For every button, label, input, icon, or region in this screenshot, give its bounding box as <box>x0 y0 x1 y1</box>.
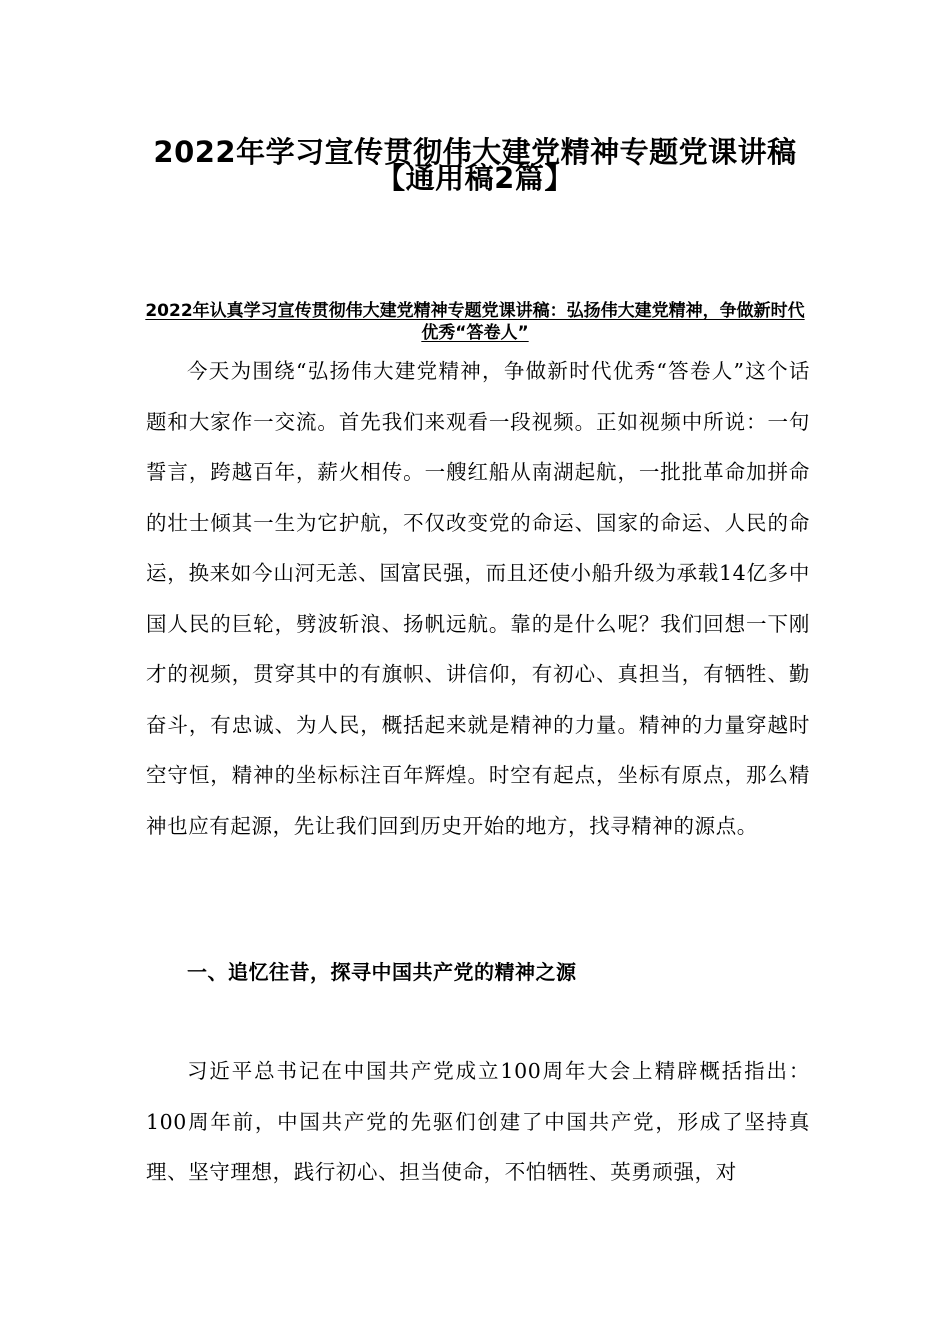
document-title-line2: 【通用稿2篇】 <box>376 161 574 195</box>
body-paragraph-intro: 今天为围绕“弘扬伟大建党精神，争做新时代优秀“答卷人”这个话题和大家作一交流。首先我们来观看一段视频。正如视频中所说：一句誓言，跨越百年，薪火相传。一艘红船从南湖起航，一批批革命加拼命的壮士倾其一生为它护航，不仅改变党的命运、国家的命运、人民的命运，换来如今山河无恙、国富民强，而且还使小船升级为承载14亿多中国人民的巨轮，劈波斩浪、扬帆远航。靠的是什么呢？我们回想一下刚才的视频，贯穿其中的有旗帜、讲信仰，有初心、真担当，有牺牲、勤奋斗，有忠诚、为人民，概括起来就是精神的力量。精神的力量穿越时空守恒，精神的坐标标注百年辉煌。时空有起点，坐标有原点，那么精神也应有起源，先让我们回到历史开始的地方，找寻精神的源点。 <box>146 359 810 838</box>
article-subtitle <box>140 300 810 344</box>
body-paragraph-section1: 习近平总书记在中国共产党成立100周年大会上精辟概括指出：100周年前，中国共产党的先驱们创建了中国共产党，形成了坚持真理、坚守理想，践行初心、担当使命，不怕牺牲、英勇顽强，对 <box>146 1059 810 1184</box>
document-title-line1: 2022年学习宣传贯彻伟大建党精神专题党课讲稿 <box>153 135 797 169</box>
section-heading-1: 一、追忆往昔，探寻中国共产党的精神之源 <box>187 960 577 984</box>
article-subtitle-text: 2022年认真学习宣传贯彻伟大建党精神专题党课讲稿：弘扬伟大建党精神，争做新时代优秀“答卷人” <box>145 301 805 343</box>
